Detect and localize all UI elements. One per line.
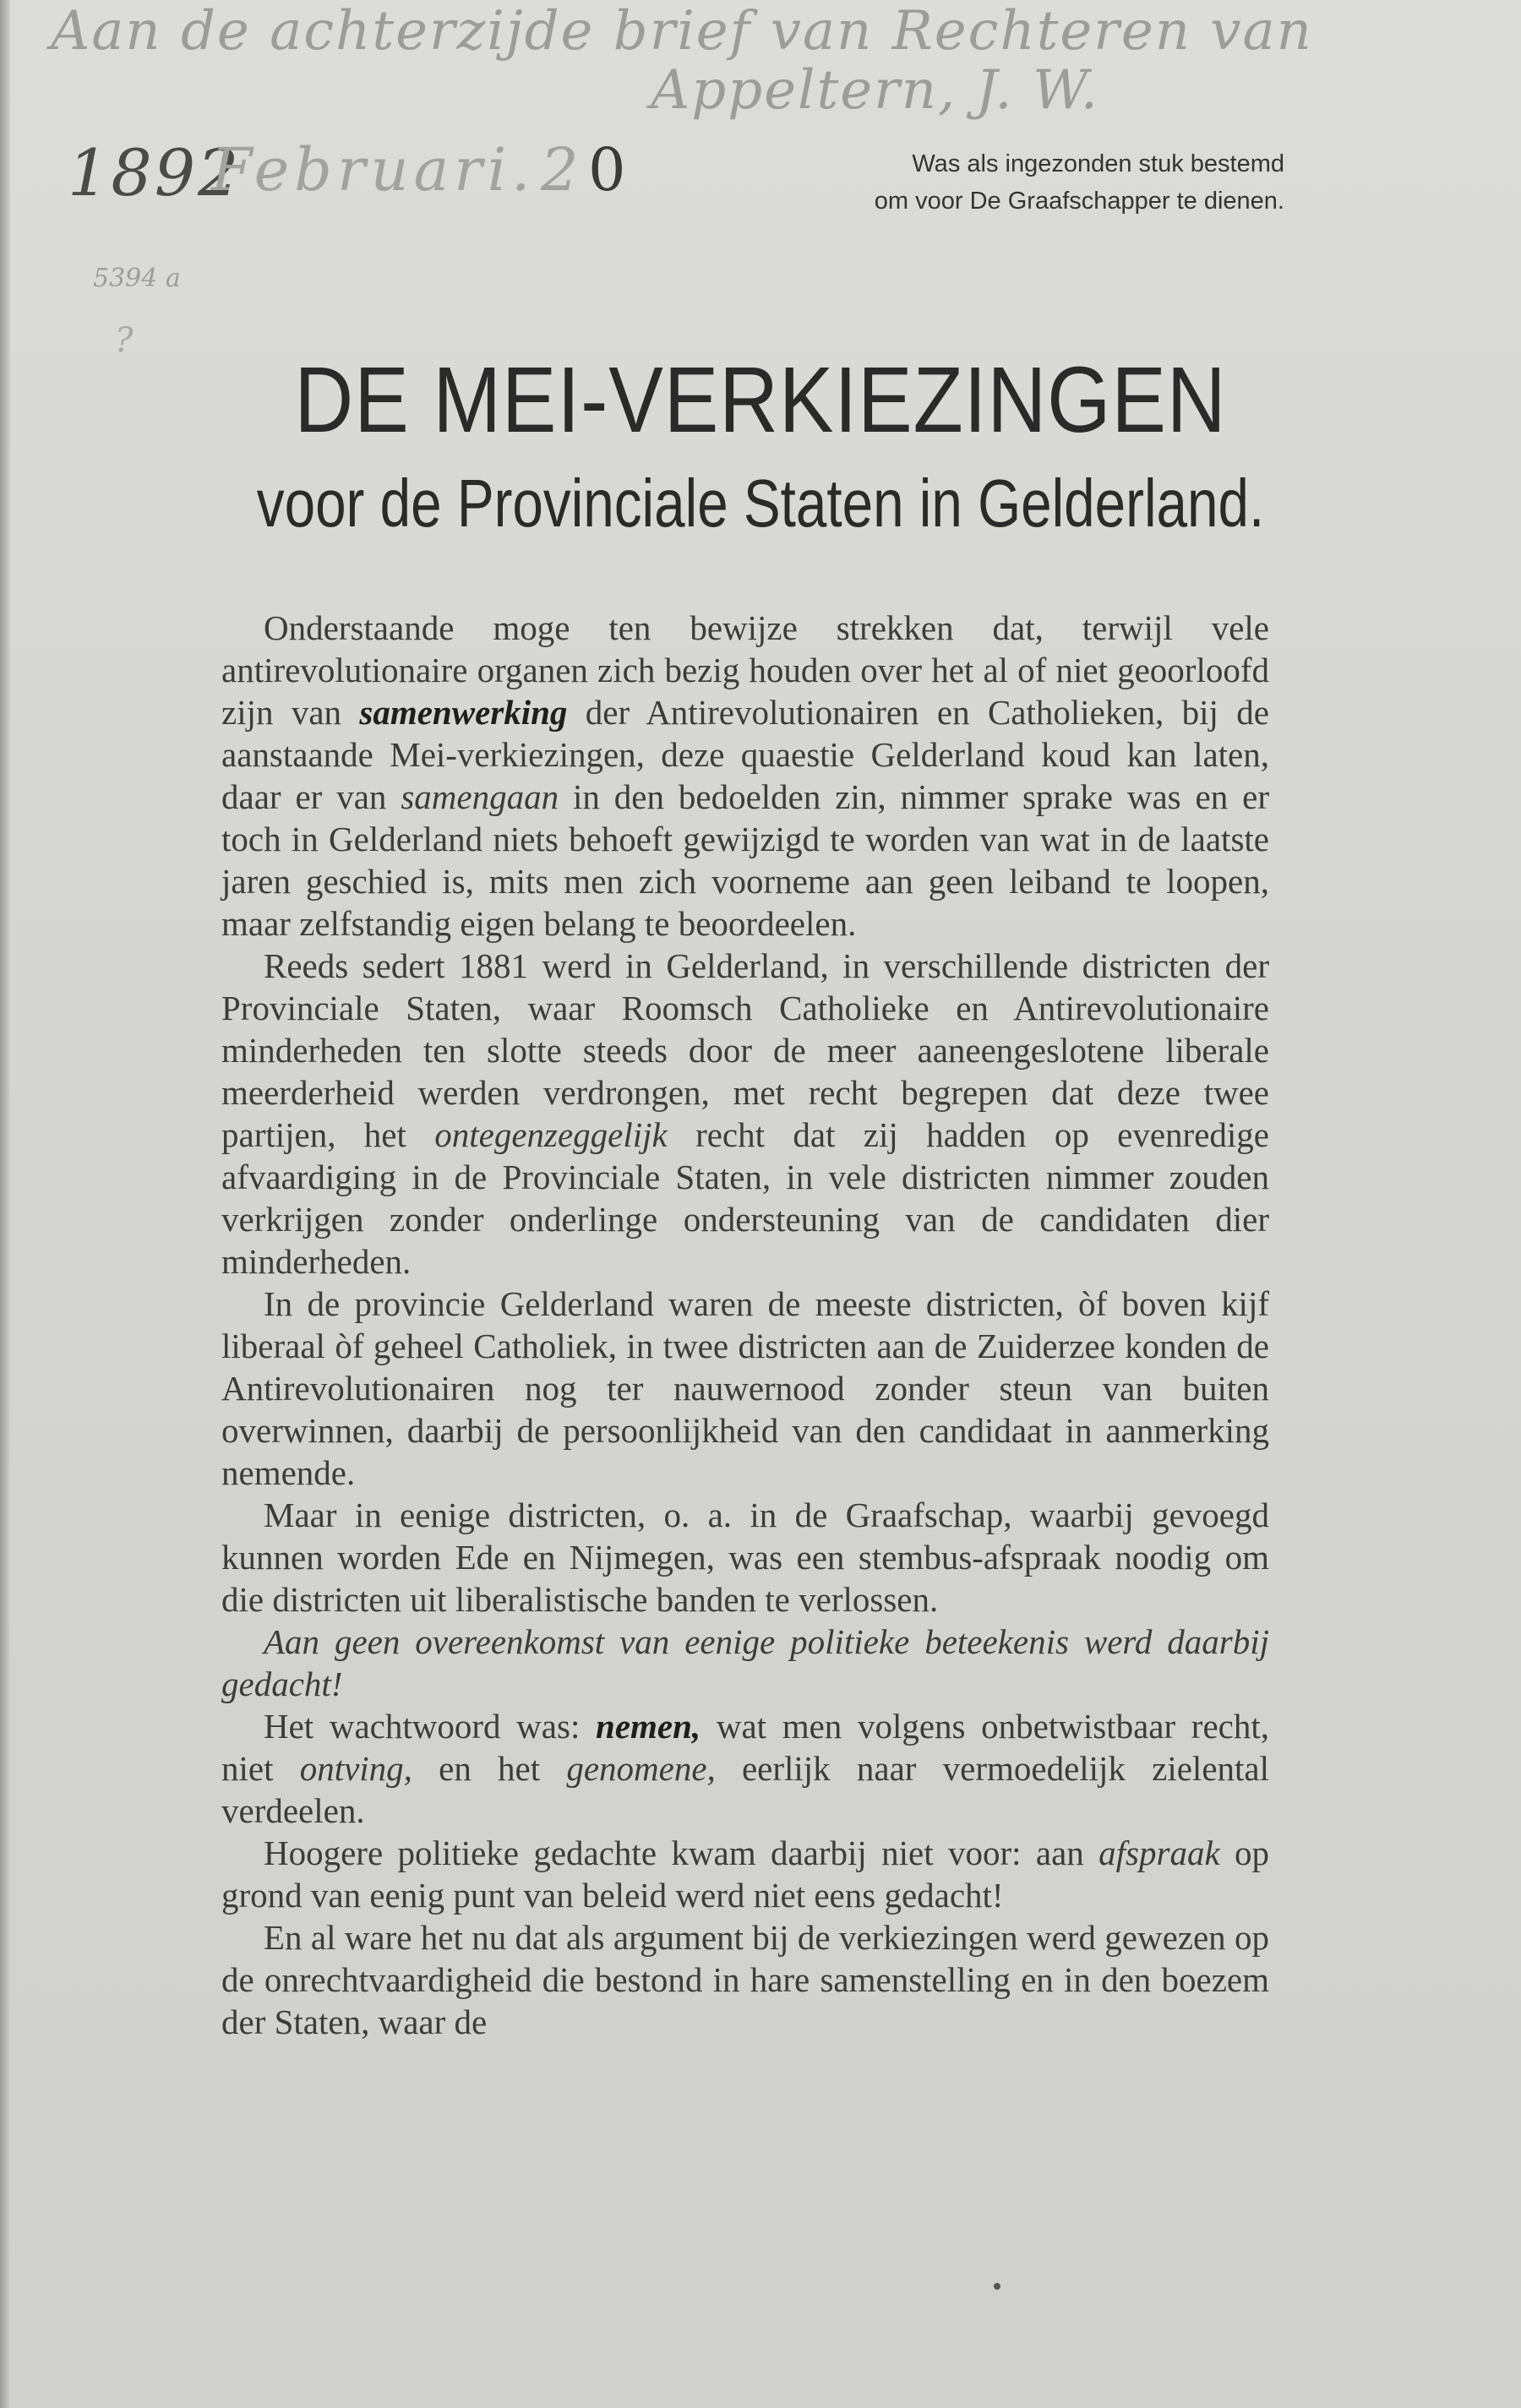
emphasis-nemen: nemen, (596, 1707, 701, 1746)
paragraph-2-text-a: Reeds sedert 1881 werd in Gelderland, in verschillende districten der Provinciale Staten, waar Roomsch Catholieke en Antirevolutionaire minderheden ten slotte steeds door de meer aaneengeslotene liberale meerderheid werden verdrongen, met recht begrepen dat deze twee partijen, het (221, 946, 1269, 1154)
submission-note-line1: Was als ingezonden stuk bestemd (912, 150, 1284, 177)
paragraph-1-text-e: in den bedoelden zin, nimmer sprake was en er toch in Gelderland niets behoeft gewijzigd te worden van wat in de laatste jaren geschied is, mits men zich voorneme aan geen leiband te loopen, maar zelfstandig eigen belang te beoordeelen. (221, 777, 1269, 943)
paragraph-2 (221, 945, 1269, 1283)
paragraph-7-text-a: Hoogere politieke gedachte kwam daarbij niet voor: aan (264, 1833, 1099, 1872)
emphasis-samenwerking: samenwerking (359, 693, 568, 732)
emphasis-afspraak: afspraak (1098, 1833, 1220, 1872)
page-edge-shadow (0, 0, 10, 2408)
paragraph-7-text-c: op grond van eenig punt van beleid werd niet eens gedacht! (221, 1833, 1270, 1915)
emphasis-ontving: ontving, (299, 1749, 412, 1788)
emphasis-ontegenzeggelijk: ontegenzeggelijk (434, 1115, 668, 1154)
paragraph-1 (221, 607, 1269, 945)
submission-note-line2: om voor De Graafschapper te dienen. (874, 188, 1284, 215)
handwritten-question-mark: ? (115, 321, 134, 360)
handwritten-day: 2 (541, 135, 579, 204)
paragraph-5 (221, 1621, 1269, 1705)
paragraph-2-text-c: recht dat zij hadden op evenredige afvaardiging in de Provinciale Staten, in vele districten nimmer zouden verkrijgen zonder onderlinge ondersteuning van de candidaten dier minderheden. (221, 1115, 1269, 1281)
handwritten-month: Februari. (211, 135, 536, 204)
paragraph-6 (221, 1705, 1269, 1832)
page-footer-dot (994, 2283, 1000, 2290)
document-subtitle: voor de Provinciale Staten in Gelderland. (256, 466, 1265, 541)
paragraph-6-text-g: eerlijk naar vermoedelijk zielental verdeelen. (221, 1749, 1269, 1830)
handwritten-year: 1892 (68, 135, 242, 210)
emphasis-samengaan: samengaan (401, 777, 559, 816)
paragraph-1-text-c: der Antirevolutionairen en Catholieken, bij de aanstaande Mei-verkiezingen, deze quaestie Gelderland koud kan laten, daar er van (221, 693, 1269, 816)
paragraph-4: Maar in eenige districten, o. a. in de Graafschap, waarbij gevoegd kunnen worden Ede en Nijmegen, was een stembus-afspraak noodig om die districten uit liberalistische banden te verlossen. (221, 1495, 1269, 1619)
paragraph-1-text-a: Onderstaande moge ten bewijze strekken dat, terwijl vele antirevolutionaire organen zich bezig houden over het al of niet geoorloofd zijn van (221, 608, 1269, 732)
handwritten-archive-note-line2: Appeltern, J. W. (651, 59, 1099, 122)
paragraph-7 (221, 1832, 1269, 1916)
emphasis-genomene: genomene, (566, 1749, 716, 1788)
article-body (221, 607, 1269, 2043)
document-title: DE MEI-VERKIEZINGEN (294, 348, 1227, 452)
paragraph-6-text-c: wat men volgens onbetwistbaar recht, niet (221, 1707, 1269, 1788)
submission-note (676, 145, 1284, 220)
handwritten-day-digit: 0 (588, 135, 626, 204)
paragraph-8: En al ware het nu dat als argument bij de verkiezingen werd gewezen op de onrechtvaardigheid die bestond in hare samenstelling en in den boezem der Staten, waar de (221, 1918, 1269, 2041)
paragraph-3: In de provincie Gelderland waren de meeste districten, òf boven kijf liberaal òf geheel Catholiek, in twee districten aan de Zuiderzee konden de Antirevolutionairen nog ter nauwernood zonder steun van buiten overwinnen, daarbij de persoonlijkheid van den candidaat in aanmerking nemende. (221, 1284, 1269, 1492)
handwritten-archive-note-line1: Aan de achterzijde brief van Rechteren van (51, 0, 1313, 63)
paragraph-6-text-a: Het wachtwoord was: (264, 1707, 597, 1746)
handwritten-reference-number: 5394 a (93, 264, 181, 293)
paragraph-5-italic: Aan geen overeenkomst van eenige politieke beteekenis werd daarbij gedacht! (221, 1622, 1269, 1703)
paragraph-6-text-e: en het (412, 1749, 567, 1788)
